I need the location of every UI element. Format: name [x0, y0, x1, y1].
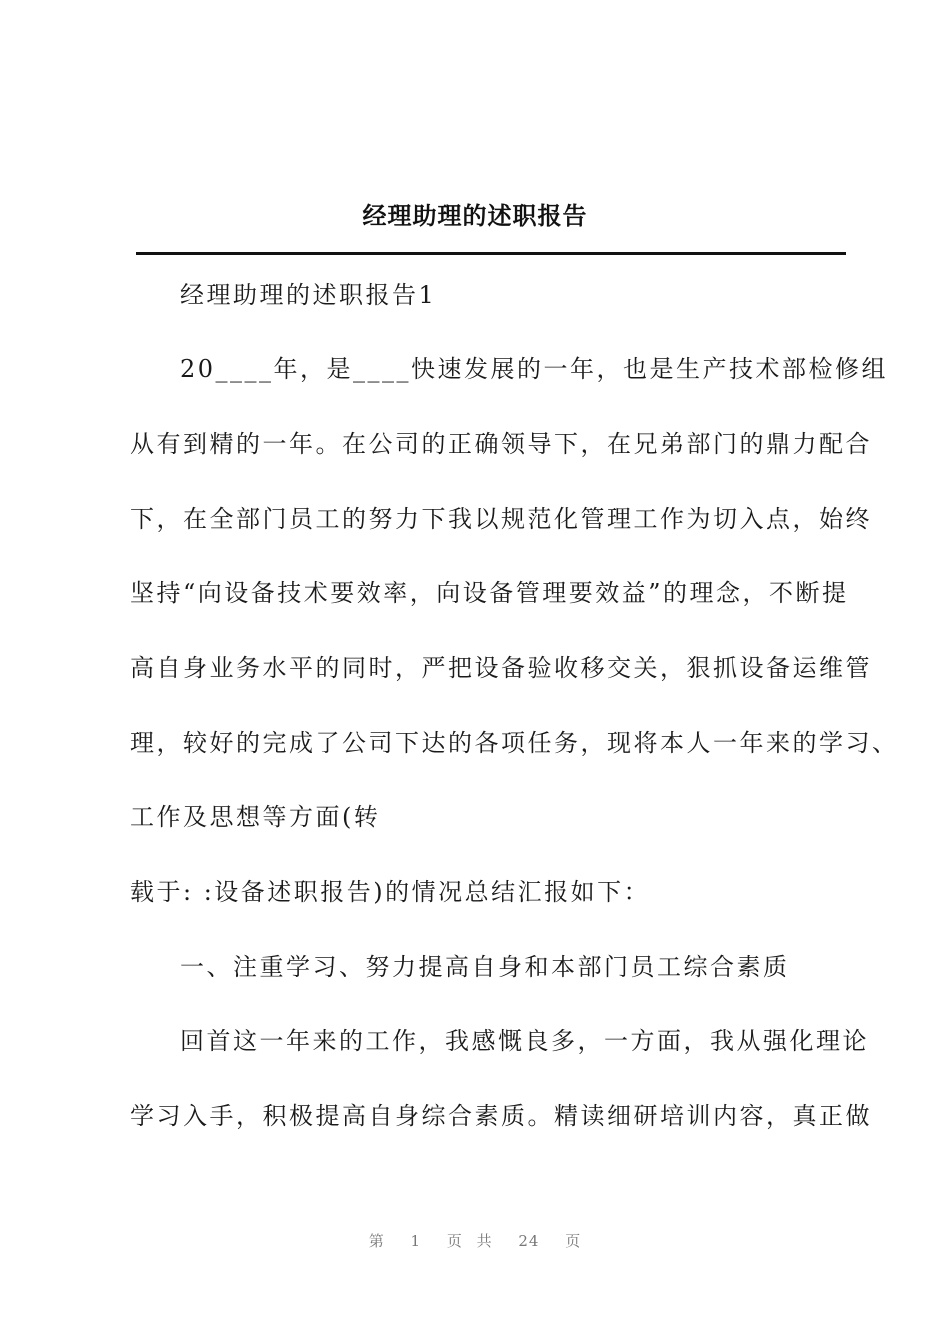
body-line: 从有到精的一年。在公司的正确领导下，在兄弟部门的鼎力配合 — [130, 430, 872, 458]
body-line: 学习入手，积极提高自身综合素质。精读细研培训内容，真正做 — [130, 1102, 872, 1130]
footer-total-pages: 24 — [518, 1232, 540, 1250]
footer-label-of: 页 共 — [446, 1232, 493, 1250]
body-line: 高自身业务水平的同时，严把设备验收移交关，狠抓设备运维管 — [130, 654, 872, 682]
body-line: 下，在全部门员工的努力下我以规范化管理工作为切入点，始终 — [130, 505, 872, 533]
title-underline — [136, 252, 846, 255]
footer-label-page: 第 — [368, 1232, 385, 1250]
body-line: 理，较好的完成了公司下达的各项任务，现将本人一年来的学习、 — [130, 729, 899, 757]
body-line: 20____年，是____快速发展的一年，也是生产技术部检修组 — [180, 355, 889, 383]
subsection-heading: 一、注重学习、努力提高自身和本部门员工综合素质 — [180, 953, 790, 981]
footer-label-end: 页 — [565, 1232, 582, 1250]
page-footer — [0, 1230, 950, 1251]
body-line: 工作及思想等方面(转 — [130, 803, 381, 831]
body-line: 载于: :设备述职报告)的情况总结汇报如下： — [130, 878, 651, 906]
document-title: 经理助理的述职报告 — [362, 202, 588, 230]
body-line: 回首这一年来的工作，我感慨良多，一方面，我从强化理论 — [180, 1027, 869, 1055]
body-line: 坚持“向设备技术要效率，向设备管理要效益”的理念，不断提 — [130, 579, 849, 607]
footer-current-page: 1 — [410, 1232, 422, 1250]
section-heading: 经理助理的述职报告1 — [180, 281, 437, 309]
